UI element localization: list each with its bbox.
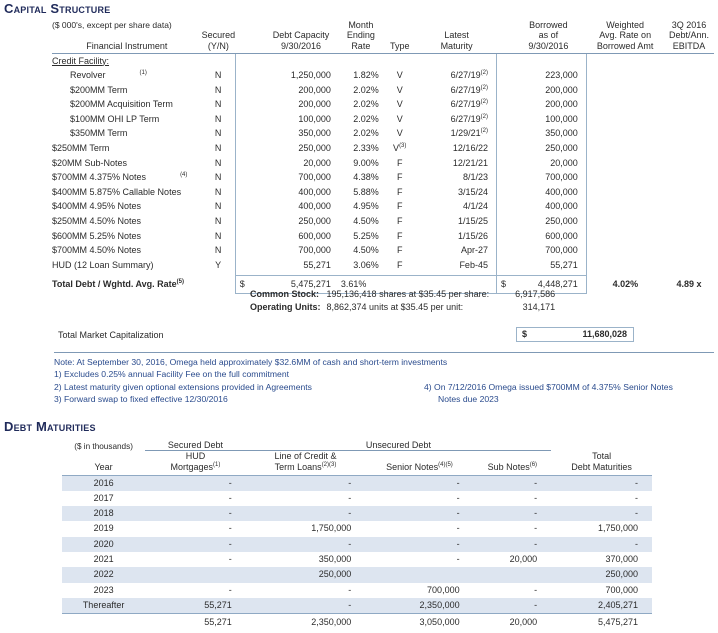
header-hud-text: Mortgages	[170, 462, 214, 472]
header-senior-notes	[365, 462, 473, 473]
total-debt-label	[52, 275, 202, 293]
instrument-label: $400MM 5.875% Callable Notes	[52, 186, 182, 197]
borrowed-amount: 400,000	[510, 185, 586, 200]
total-market-cap-value: 11,680,028	[582, 329, 627, 339]
footnotes-left-column	[54, 356, 448, 406]
header-sub-text: Sub Notes	[487, 462, 530, 472]
latest-maturity: 6/27/19$^{(2)}$	[450, 113, 488, 124]
secured-flag: N	[214, 128, 222, 139]
instrument-label: $250MM Term	[52, 143, 110, 154]
latest-maturity: 1/15/26	[457, 230, 488, 241]
cell-sub: 20,000	[509, 553, 538, 564]
secured-flag: Y	[215, 259, 222, 270]
debt-capacity: 250,000	[298, 143, 331, 154]
total-debt-sup: (5)	[176, 279, 185, 286]
cell-year: Thereafter	[62, 598, 145, 614]
month-ending-rate: 2.02%	[353, 128, 379, 139]
cell-total: -	[551, 537, 652, 552]
cell-hud: -	[228, 584, 232, 595]
cell-year: 2019	[93, 523, 114, 534]
operating-units-detail: 8,862,374 units at $35.45 per unit:	[326, 302, 464, 312]
total-debt-ebitda: 4.89 x	[676, 279, 702, 290]
table-row	[62, 583, 652, 598]
header-wavg-line3: Borrowed Amt	[596, 40, 654, 51]
header-capacity-line1: Debt Capacity	[272, 30, 330, 40]
instrument-name	[52, 199, 202, 214]
debt-maturities-heading: Debt Maturities	[4, 419, 96, 434]
rate-type: F	[396, 172, 403, 183]
borrowed-amount: 55,271	[510, 258, 586, 273]
instrument-label: $600MM 5.25% Notes	[52, 230, 142, 241]
header-hud-mortgages	[145, 462, 246, 473]
rate-type: F	[396, 186, 403, 197]
latest-maturity: Feb-45	[459, 259, 488, 270]
header-ebitda-line2: Debt/Ann.	[668, 30, 710, 40]
header-borrowed-line3: 9/30/2016	[528, 40, 569, 51]
month-ending-rate: 4.50%	[353, 245, 379, 256]
instrument-name	[52, 141, 202, 156]
header-loc-text: Term Loans	[274, 462, 322, 472]
secured-flag: N	[214, 172, 222, 183]
cell-year: 2023	[93, 584, 114, 595]
instrument-name	[52, 68, 202, 83]
instrument-name	[52, 97, 202, 112]
table-row	[62, 506, 652, 521]
cell-senior: -	[456, 492, 460, 503]
total-capacity-currency: $	[235, 275, 263, 293]
cell-hud: -	[145, 506, 246, 521]
dm-units-note: ($ in thousands)	[74, 441, 133, 451]
credit-facility-group-row	[52, 53, 714, 68]
total-rate-value: 3.61%	[339, 275, 383, 293]
market-capitalization-block	[250, 288, 555, 314]
dm-header-row-1	[62, 451, 652, 463]
secured-flag: N	[214, 143, 222, 154]
latest-maturity: 12/21/21	[452, 157, 488, 168]
header-term-loans	[246, 462, 366, 473]
maturity-footnote-marker: (2)	[480, 113, 488, 120]
footnote-4b: Notes due 2023	[438, 394, 499, 405]
table-row	[62, 521, 652, 536]
header-instrument: Financial Instrument	[86, 40, 168, 51]
borrowed-amount: 250,000	[510, 214, 586, 229]
rate-type: F	[396, 157, 403, 168]
secured-flag: N	[214, 157, 222, 168]
borrowed-amount: 200,000	[510, 97, 586, 112]
latest-maturity: 12/16/22	[452, 143, 488, 154]
rate-type: V	[396, 113, 403, 124]
header-year: Year	[94, 462, 113, 472]
totals-row	[62, 614, 652, 631]
header-row-2	[52, 30, 714, 41]
cell-sub: -	[474, 506, 552, 521]
instrument-label: $700MM 4.375% Notes	[52, 172, 147, 183]
cell-sub: -	[474, 475, 552, 491]
instrument-label: $700MM 4.50% Notes	[52, 245, 142, 256]
cell-hud: 55,271	[145, 598, 246, 614]
instrument-label: $100MM OHI LP Term	[70, 113, 160, 124]
header-maturity-line1: Latest	[444, 30, 469, 40]
table-row	[52, 258, 714, 273]
month-ending-rate: 1.82%	[353, 70, 379, 81]
cell-total: 370,000	[605, 553, 638, 564]
table-row	[62, 598, 652, 614]
header-senior-sup: (4)(5)	[438, 462, 453, 468]
units-note: ($ 000's, except per share data)	[52, 20, 172, 30]
footnotes-right-column	[424, 381, 718, 406]
cell-total: 2,405,271	[551, 598, 652, 614]
footnote-3: 3) Forward swap to fixed effective 12/30/2016	[54, 394, 228, 405]
cell-total: 700,000	[605, 584, 638, 595]
borrowed-amount: 250,000	[510, 141, 586, 156]
instrument-label: Revolver	[70, 70, 106, 81]
secured-flag: N	[214, 245, 222, 256]
common-stock-detail: 195,136,418 shares at $35.45 per share:	[326, 289, 490, 299]
secured-flag: N	[214, 84, 222, 95]
cell-total: -	[551, 475, 652, 491]
debt-capacity: 700,000	[298, 245, 331, 256]
instrument-footnote-marker: (1)	[139, 70, 147, 77]
cell-loc: -	[246, 537, 366, 552]
cell-loc: -	[246, 506, 366, 521]
cell-sub: -	[474, 537, 552, 552]
instrument-name	[52, 214, 202, 229]
rate-type: F	[396, 216, 403, 227]
borrowed-amount: 600,000	[510, 229, 586, 244]
instrument-name	[52, 83, 202, 98]
table-row	[62, 552, 652, 567]
debt-capacity: 20,000	[303, 157, 331, 168]
cell-senior: 2,350,000	[365, 598, 473, 614]
maturity-footnote-marker: (2)	[480, 99, 488, 106]
group-header-row	[62, 440, 652, 451]
table-row	[62, 537, 652, 552]
table-row	[52, 126, 714, 141]
total-debt-label-text: Total Debt / Wghtd. Avg. Rate	[52, 279, 177, 290]
secured-flag: N	[214, 230, 222, 241]
latest-maturity: 4/1/24	[462, 201, 488, 212]
table-row	[52, 214, 714, 229]
total-capacity-value: 5,475,271	[263, 275, 339, 293]
header-sub-sup: (6)	[529, 462, 538, 468]
common-stock-label: Common Stock:	[250, 289, 320, 299]
instrument-name	[52, 258, 202, 273]
debt-capacity: 400,000	[298, 201, 331, 212]
debt-capacity: 350,000	[298, 128, 331, 139]
table-row	[52, 68, 714, 83]
instrument-label: HUD (12 Loan Summary)	[52, 259, 154, 270]
debt-capacity: 600,000	[298, 230, 331, 241]
secured-flag: N	[214, 216, 222, 227]
footnote-4: 4) On 7/12/2016 Omega issued $700MM of 4.375% Senior Notes	[424, 382, 673, 392]
latest-maturity: 6/27/19$^{(2)}$	[450, 70, 488, 81]
header-senior-text: Senior Notes	[386, 462, 439, 472]
cell-senior: -	[456, 523, 460, 534]
cell-loc: 1,750,000	[311, 523, 352, 534]
cell-loc: -	[246, 598, 366, 614]
group-secured-debt: Secured Debt	[145, 440, 246, 451]
header-rate-line2: Ending	[346, 30, 375, 40]
table-row	[52, 170, 714, 185]
borrowed-amount: 200,000	[510, 83, 586, 98]
instrument-name	[52, 243, 202, 258]
cell-hud: -	[145, 475, 246, 491]
month-ending-rate: 2.02%	[353, 99, 379, 110]
instrument-name	[52, 126, 202, 141]
month-ending-rate: 2.02%	[353, 84, 379, 95]
cell-total: 250,000	[551, 567, 652, 582]
borrowed-amount: 20,000	[510, 156, 586, 171]
cell-hud: -	[228, 492, 232, 503]
header-secured-line2: (Y/N)	[207, 40, 229, 51]
capital-structure-rows	[52, 68, 714, 272]
borrowed-amount: 100,000	[510, 112, 586, 127]
borrowed-amount: 700,000	[510, 243, 586, 258]
instrument-name	[52, 112, 202, 127]
header-loc-line1: Line of Credit &	[274, 451, 337, 461]
table-row	[52, 199, 714, 214]
common-stock-value: 6,917,586	[515, 289, 556, 299]
group-unsecured-debt: Unsecured Debt	[246, 440, 551, 451]
month-ending-rate: 4.95%	[353, 201, 379, 212]
dm-header-row-2	[62, 462, 652, 473]
cell-year: 2016	[62, 475, 145, 491]
header-hud-sup: (1)	[213, 462, 221, 468]
cell-senior: -	[456, 553, 460, 564]
cell-senior: -	[365, 506, 473, 521]
header-wavg-line1: Weighted	[606, 20, 645, 30]
header-ebitda-line1: 3Q 2016	[671, 20, 707, 30]
debt-capacity: 400,000	[298, 186, 331, 197]
secured-flag: N	[214, 99, 222, 110]
header-type: Type	[389, 40, 410, 51]
borrowed-amount: 400,000	[510, 199, 586, 214]
month-ending-rate: 5.25%	[353, 230, 379, 241]
total-borrowed-currency: $	[496, 275, 510, 293]
total-market-cap-currency: $	[522, 329, 528, 339]
cell-senior: -	[365, 475, 473, 491]
header-borrowed-line2: as of	[538, 30, 559, 40]
header-loc-sup: (2)(3)	[321, 462, 337, 468]
total-borrowed-value: 4,448,271	[510, 275, 586, 293]
cell-total: 1,750,000	[597, 523, 638, 534]
total-wavg-rate: 4.02%	[612, 279, 639, 290]
month-ending-rate: 3.06%	[353, 259, 379, 270]
month-ending-rate: 4.38%	[353, 172, 379, 183]
total-total: 5,475,271	[597, 617, 638, 628]
cell-senior	[365, 567, 473, 582]
instrument-name	[52, 156, 202, 171]
table-row	[52, 141, 714, 156]
instrument-name	[52, 185, 202, 200]
cell-year: 2020	[62, 537, 145, 552]
debt-capacity: 200,000	[298, 99, 331, 110]
instrument-label: $400MM 4.95% Notes	[52, 201, 142, 212]
cell-year: 2021	[93, 553, 114, 564]
instrument-label: $350MM Term	[70, 128, 128, 139]
type-footnote-marker: (3)	[399, 143, 407, 150]
maturity-footnote-marker: (2)	[480, 84, 488, 91]
cell-loc: 350,000	[318, 553, 352, 564]
instrument-name	[52, 229, 202, 244]
cell-sub: -	[534, 523, 538, 534]
rate-type: V	[396, 70, 403, 81]
rate-type: F	[396, 245, 403, 256]
month-ending-rate: 9.00%	[353, 157, 379, 168]
cell-sub: -	[534, 584, 538, 595]
header-row-3	[52, 41, 714, 52]
total-market-cap-box	[516, 327, 634, 342]
header-secured-line1: Secured	[201, 30, 236, 40]
header-dmtotal-line2: Debt Maturities	[571, 462, 632, 472]
cell-sub: -	[474, 598, 552, 614]
latest-maturity: 6/27/19$^{(2)}$	[450, 99, 488, 110]
debt-capacity: 700,000	[298, 172, 331, 183]
cell-senior: -	[365, 537, 473, 552]
month-ending-rate: 4.50%	[353, 216, 379, 227]
header-hud-line1: HUD	[185, 451, 206, 461]
month-ending-rate: 2.33%	[353, 143, 379, 154]
capital-structure-heading: Capital Structure	[4, 1, 111, 16]
instrument-label: $200MM Acquisition Term	[70, 99, 173, 110]
instrument-label: $250MM 4.50% Notes	[52, 216, 142, 227]
total-year	[62, 614, 145, 631]
cell-loc: -	[348, 584, 352, 595]
instrument-label: $20MM Sub-Notes	[52, 157, 128, 168]
cell-year: 2022	[62, 567, 145, 582]
debt-maturities-rows	[62, 475, 652, 630]
footnote-2: 2) Latest maturity given optional extensions provided in Agreements	[54, 381, 312, 392]
cell-sub	[474, 567, 552, 582]
rate-type: F	[396, 259, 403, 270]
footnotes-block	[54, 352, 714, 405]
table-row	[62, 567, 652, 582]
header-dmtotal-line1: Total	[592, 451, 612, 461]
secured-flag: N	[214, 113, 222, 124]
latest-maturity: Apr-27	[460, 245, 488, 256]
latest-maturity: 1/29/21$^{(2)}$	[450, 128, 488, 139]
header-capacity-line2: 9/30/2016	[280, 40, 321, 51]
debt-capacity: 100,000	[298, 113, 331, 124]
month-ending-rate: 5.88%	[353, 186, 379, 197]
common-stock-row	[250, 288, 555, 301]
borrowed-amount: 223,000	[510, 68, 586, 83]
cell-loc: 250,000	[246, 567, 366, 582]
table-row	[62, 475, 652, 491]
total-senior: 3,050,000	[419, 617, 460, 628]
cell-total: -	[551, 506, 652, 521]
table-row	[52, 243, 714, 258]
debt-capacity: 1,250,000	[290, 70, 331, 81]
debt-capacity: 55,271	[303, 259, 331, 270]
operating-units-label: Operating Units:	[250, 302, 321, 312]
cell-hud: -	[228, 523, 232, 534]
table-row	[52, 156, 714, 171]
latest-maturity: 1/15/25	[457, 216, 488, 227]
total-hud: 55,271	[204, 617, 232, 628]
table-row	[52, 97, 714, 112]
maturity-footnote-marker: (2)	[480, 70, 488, 77]
header-borrowed-line1: Borrowed	[529, 20, 568, 30]
borrowed-amount: 350,000	[510, 126, 586, 141]
maturity-footnote-marker: (2)	[480, 128, 488, 135]
cell-year: 2017	[93, 492, 114, 503]
latest-maturity: 8/1/23	[462, 172, 488, 183]
instrument-name	[52, 170, 202, 185]
rate-type: V	[396, 128, 403, 139]
rate-type: F	[396, 230, 403, 241]
total-loc: 2,350,000	[311, 617, 352, 628]
instrument-label: $200MM Term	[70, 84, 128, 95]
units-note-row	[52, 20, 714, 30]
table-row	[52, 112, 714, 127]
table-row	[52, 83, 714, 98]
instrument-footnote-marker: (4)	[180, 172, 188, 179]
operating-units-row	[250, 301, 555, 314]
header-rate-line1: Month	[348, 20, 374, 30]
footnote-note: Note: At September 30, 2016, Omega held approximately $32.6MM of cash and short-term investments	[54, 357, 448, 367]
cell-total: -	[635, 492, 638, 503]
debt-capacity: 250,000	[298, 216, 331, 227]
total-sub: 20,000	[509, 617, 538, 628]
debt-maturities-table	[62, 440, 652, 630]
header-wavg-line2: Avg. Rate on	[599, 30, 652, 40]
secured-flag: N	[214, 70, 222, 81]
cell-hud: -	[145, 537, 246, 552]
cell-hud	[145, 567, 246, 582]
rate-type: $V^{(3)}$	[393, 143, 407, 154]
table-row	[52, 229, 714, 244]
borrowed-amount: 700,000	[510, 170, 586, 185]
cell-loc: -	[348, 492, 352, 503]
month-ending-rate: 2.02%	[353, 113, 379, 124]
header-sub-notes	[474, 462, 552, 473]
footnote-1: 1) Excludes 0.25% annual Facility Fee on the full commitment	[54, 369, 290, 380]
debt-capacity: 200,000	[298, 84, 331, 95]
secured-flag: N	[214, 186, 222, 197]
credit-facility-label: Credit Facility:	[52, 55, 110, 66]
latest-maturity: 3/15/24	[457, 186, 488, 197]
header-rate-line3: Rate	[351, 40, 371, 51]
total-market-cap-label: Total Market Capitalization	[58, 330, 164, 340]
latest-maturity: 6/27/19$^{(2)}$	[450, 84, 488, 95]
cell-year: 2018	[62, 506, 145, 521]
table-row	[62, 491, 652, 506]
secured-flag: N	[214, 201, 222, 212]
table-row	[52, 185, 714, 200]
cell-loc: -	[246, 475, 366, 491]
cell-sub: -	[534, 492, 538, 503]
cell-senior: 700,000	[427, 584, 460, 595]
operating-units-value: 314,171	[522, 302, 556, 312]
rate-type: V	[396, 99, 403, 110]
header-ebitda-line3: EBITDA	[672, 40, 706, 51]
cell-hud: -	[228, 553, 232, 564]
rate-type: F	[396, 201, 403, 212]
capital-structure-table	[52, 20, 714, 294]
header-maturity-line2: Maturity	[440, 40, 473, 51]
rate-type: V	[396, 84, 403, 95]
